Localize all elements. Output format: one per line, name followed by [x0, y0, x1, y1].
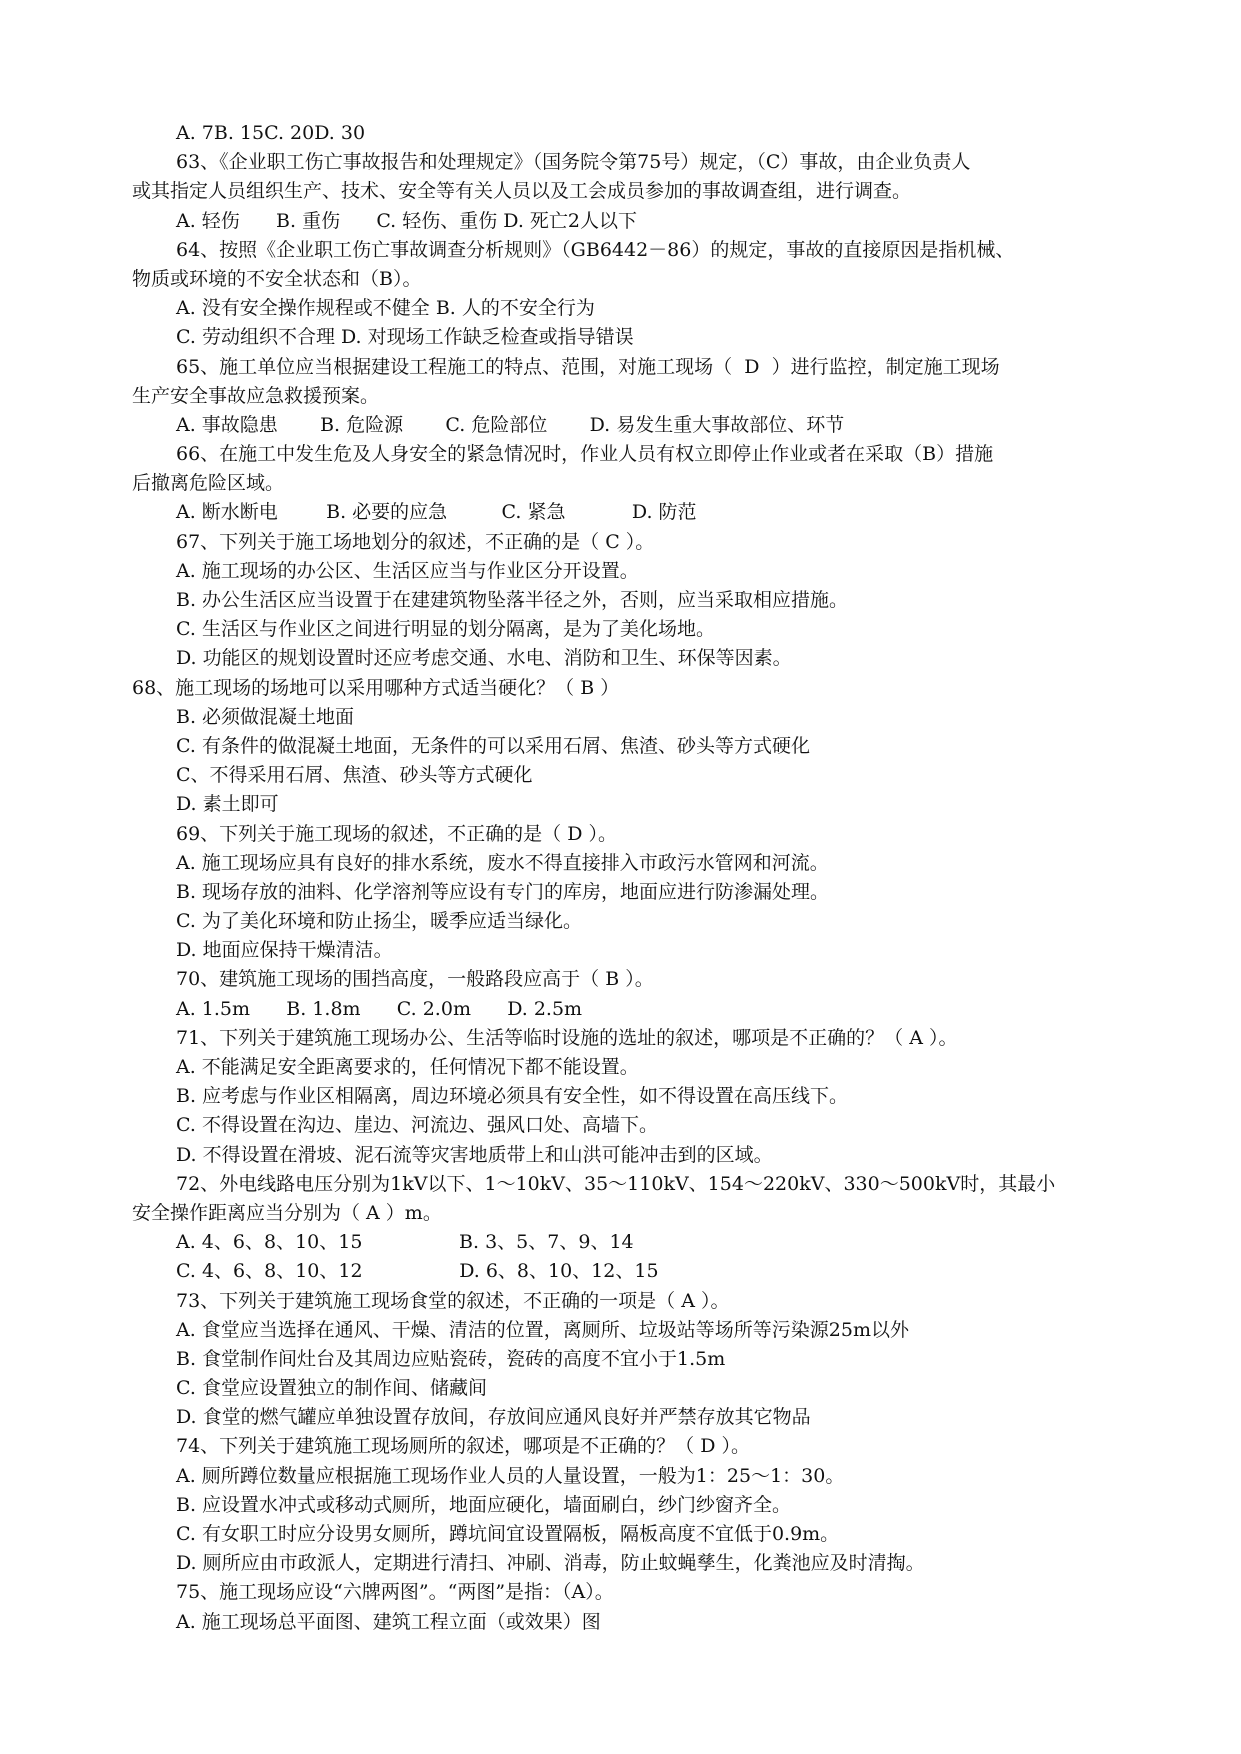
text-line: 67、下列关于施工场地划分的叙述，不正确的是（ C ）。	[176, 530, 655, 553]
text-line: 生产安全事故应急救援预案。	[132, 384, 380, 407]
text-line: A. 食堂应当选择在通风、干燥、清洁的位置，离厕所、垃圾站等场所等污染源25m以外	[176, 1318, 909, 1341]
text-line: A. 7B. 15C. 20D. 30	[176, 122, 366, 144]
text-line: B. 应设置水冲式或移动式厕所，地面应硬化，墙面刷白，纱门纱窗齐全。	[176, 1493, 792, 1516]
text-line: 68、施工现场的场地可以采用哪种方式适当硬化？（ B ）	[132, 676, 620, 699]
text-line: B. 办公生活区应当设置于在建建筑物坠落半径之外，否则，应当采取相应措施。	[176, 589, 849, 611]
text-line: B. 食堂制作间灶台及其周边应贴瓷砖，瓷砖的高度不宜小于1.5m	[176, 1347, 726, 1370]
text-line: 69、下列关于施工现场的叙述，不正确的是（ D ）。	[176, 822, 617, 845]
text-line: 后撤离危险区域。	[132, 472, 285, 495]
text-line: 63、《企业职工伤亡事故报告和处理规定》（国务院令第75号）规定，（C）事故，由企业负责人	[176, 151, 971, 174]
text-line: B. 应考虑与作业区相隔离，周边环境必须具有安全性，如不得设置在高压线下。	[176, 1085, 849, 1108]
text-line: A. 1.5m B. 1.8m C. 2.0m D. 2.5m	[176, 997, 583, 1020]
text-line: A. 不能满足安全距离要求的，任何情况下都不能设置。	[176, 1056, 639, 1078]
text-line: D. 功能区的规划设置时还应考虑交通、水电、消防和卫生、环保等因素。	[176, 647, 792, 670]
text-line: C. 为了美化环境和防止扬尘，暖季应适当绿化。	[176, 910, 582, 933]
text-line: C. 有条件的做混凝土地面，无条件的可以采用石屑、焦渣、砂头等方式硬化	[176, 734, 810, 757]
text-line: 物质或环境的不安全状态和（B）。	[132, 267, 422, 290]
text-line: A. 厕所蹲位数量应根据施工现场作业人员的人量设置，一般为1：25～1：30。	[176, 1464, 845, 1487]
text-line: 安全操作距离应当分别为（ A ）m。	[132, 1201, 442, 1224]
text-line: B. 必须做混凝土地面	[176, 705, 355, 728]
text-line: 70、建筑施工现场的围挡高度，一般路段应高于（ B ）。	[176, 968, 654, 991]
text-line: A. 事故隐患 B. 危险源 C. 危险部位 D. 易发生重大事故部位、环节	[176, 413, 845, 436]
text-line: 66、在施工中发生危及人身安全的紧急情况时，作业人员有权立即停止作业或者在采取（B）措施	[176, 443, 994, 466]
text-line: 64、按照《企业职工伤亡事故调查分析规则》（GB6442－86）的规定，事故的直接原因是指机械、	[176, 238, 1015, 261]
text-line: D. 地面应保持干燥清洁。	[176, 939, 393, 962]
document-body	[132, 119, 1117, 1637]
text-line: 71、下列关于建筑施工现场办公、生活等临时设施的选址的叙述，哪项是不正确的？（ A ）。	[176, 1026, 958, 1049]
text-line: A. 施工现场的办公区、生活区应当与作业区分开设置。	[176, 559, 639, 582]
text-line: C、不得采用石屑、焦渣、砂头等方式硬化	[176, 764, 533, 787]
text-line: D. 厕所应由市政派人，定期进行清扫、冲刷、消毒，防止蚊蝇孳生，化粪池应及时清掏。	[176, 1552, 925, 1575]
text-line: A. 施工现场总平面图、建筑工程立面（或效果）图	[176, 1610, 601, 1633]
text-line: A. 4、6、8、10、15 B. 3、5、7、9、14	[176, 1231, 634, 1254]
text-line: D. 食堂的燃气罐应单独设置存放间，存放间应通风良好并严禁存放其它物品	[176, 1406, 811, 1429]
text-line: 74、下列关于建筑施工现场厕所的叙述，哪项是不正确的？（ D ）。	[176, 1435, 750, 1458]
text-line: C. 生活区与作业区之间进行明显的划分隔离，是为了美化场地。	[176, 618, 715, 641]
text-line: 75、施工现场应设“六牌两图”。“两图”是指：（A）。	[176, 1581, 614, 1604]
text-line: 65、施工单位应当根据建设工程施工的特点、范围，对施工现场（ D ）进行监控，制定施工现场	[176, 355, 1000, 378]
text-line: C. 有女职工时应分设男女厕所，蹲坑间宜设置隔板，隔板高度不宜低于0.9m。	[176, 1523, 840, 1545]
text-line: C. 4、6、8、10、12 D. 6、8、10、12、15	[176, 1260, 659, 1283]
text-line: C. 不得设置在沟边、崖边、河流边、强风口处、高墙下。	[176, 1114, 658, 1137]
text-line: D. 素土即可	[176, 793, 279, 816]
text-line: 或其指定人员组织生产、技术、安全等有关人员以及工会成员参加的事故调查组，进行调查。	[132, 180, 912, 203]
text-line: A. 轻伤 B. 重伤 C. 轻伤、重伤 D. 死亡2人以下	[176, 209, 638, 232]
text-line: 73、下列关于建筑施工现场食堂的叙述，不正确的一项是（ A ）。	[176, 1289, 730, 1312]
text-line: A. 断水断电 B. 必要的应急 C. 紧急 D. 防范	[176, 501, 697, 524]
text-line: B. 现场存放的油料、化学溶剂等应设有专门的库房，地面应进行防渗漏处理。	[176, 880, 830, 903]
text-line: C. 劳动组织不合理 D. 对现场工作缺乏检查或指导错误	[176, 326, 634, 349]
text-line: A. 没有安全操作规程或不健全 B. 人的不安全行为	[176, 297, 595, 320]
text-line: D. 不得设置在滑坡、泥石流等灾害地质带上和山洪可能冲击到的区域。	[176, 1143, 773, 1166]
text-line: C. 食堂应设置独立的制作间、储藏间	[176, 1377, 487, 1400]
text-line: 72、外电线路电压分别为1kV以下、1～10kV、35～110kV、154～220kV、330～500kV时，其最小	[176, 1172, 1056, 1195]
text-line: A. 施工现场应具有良好的排水系统，废水不得直接排入市政污水管网和河流。	[176, 851, 829, 874]
